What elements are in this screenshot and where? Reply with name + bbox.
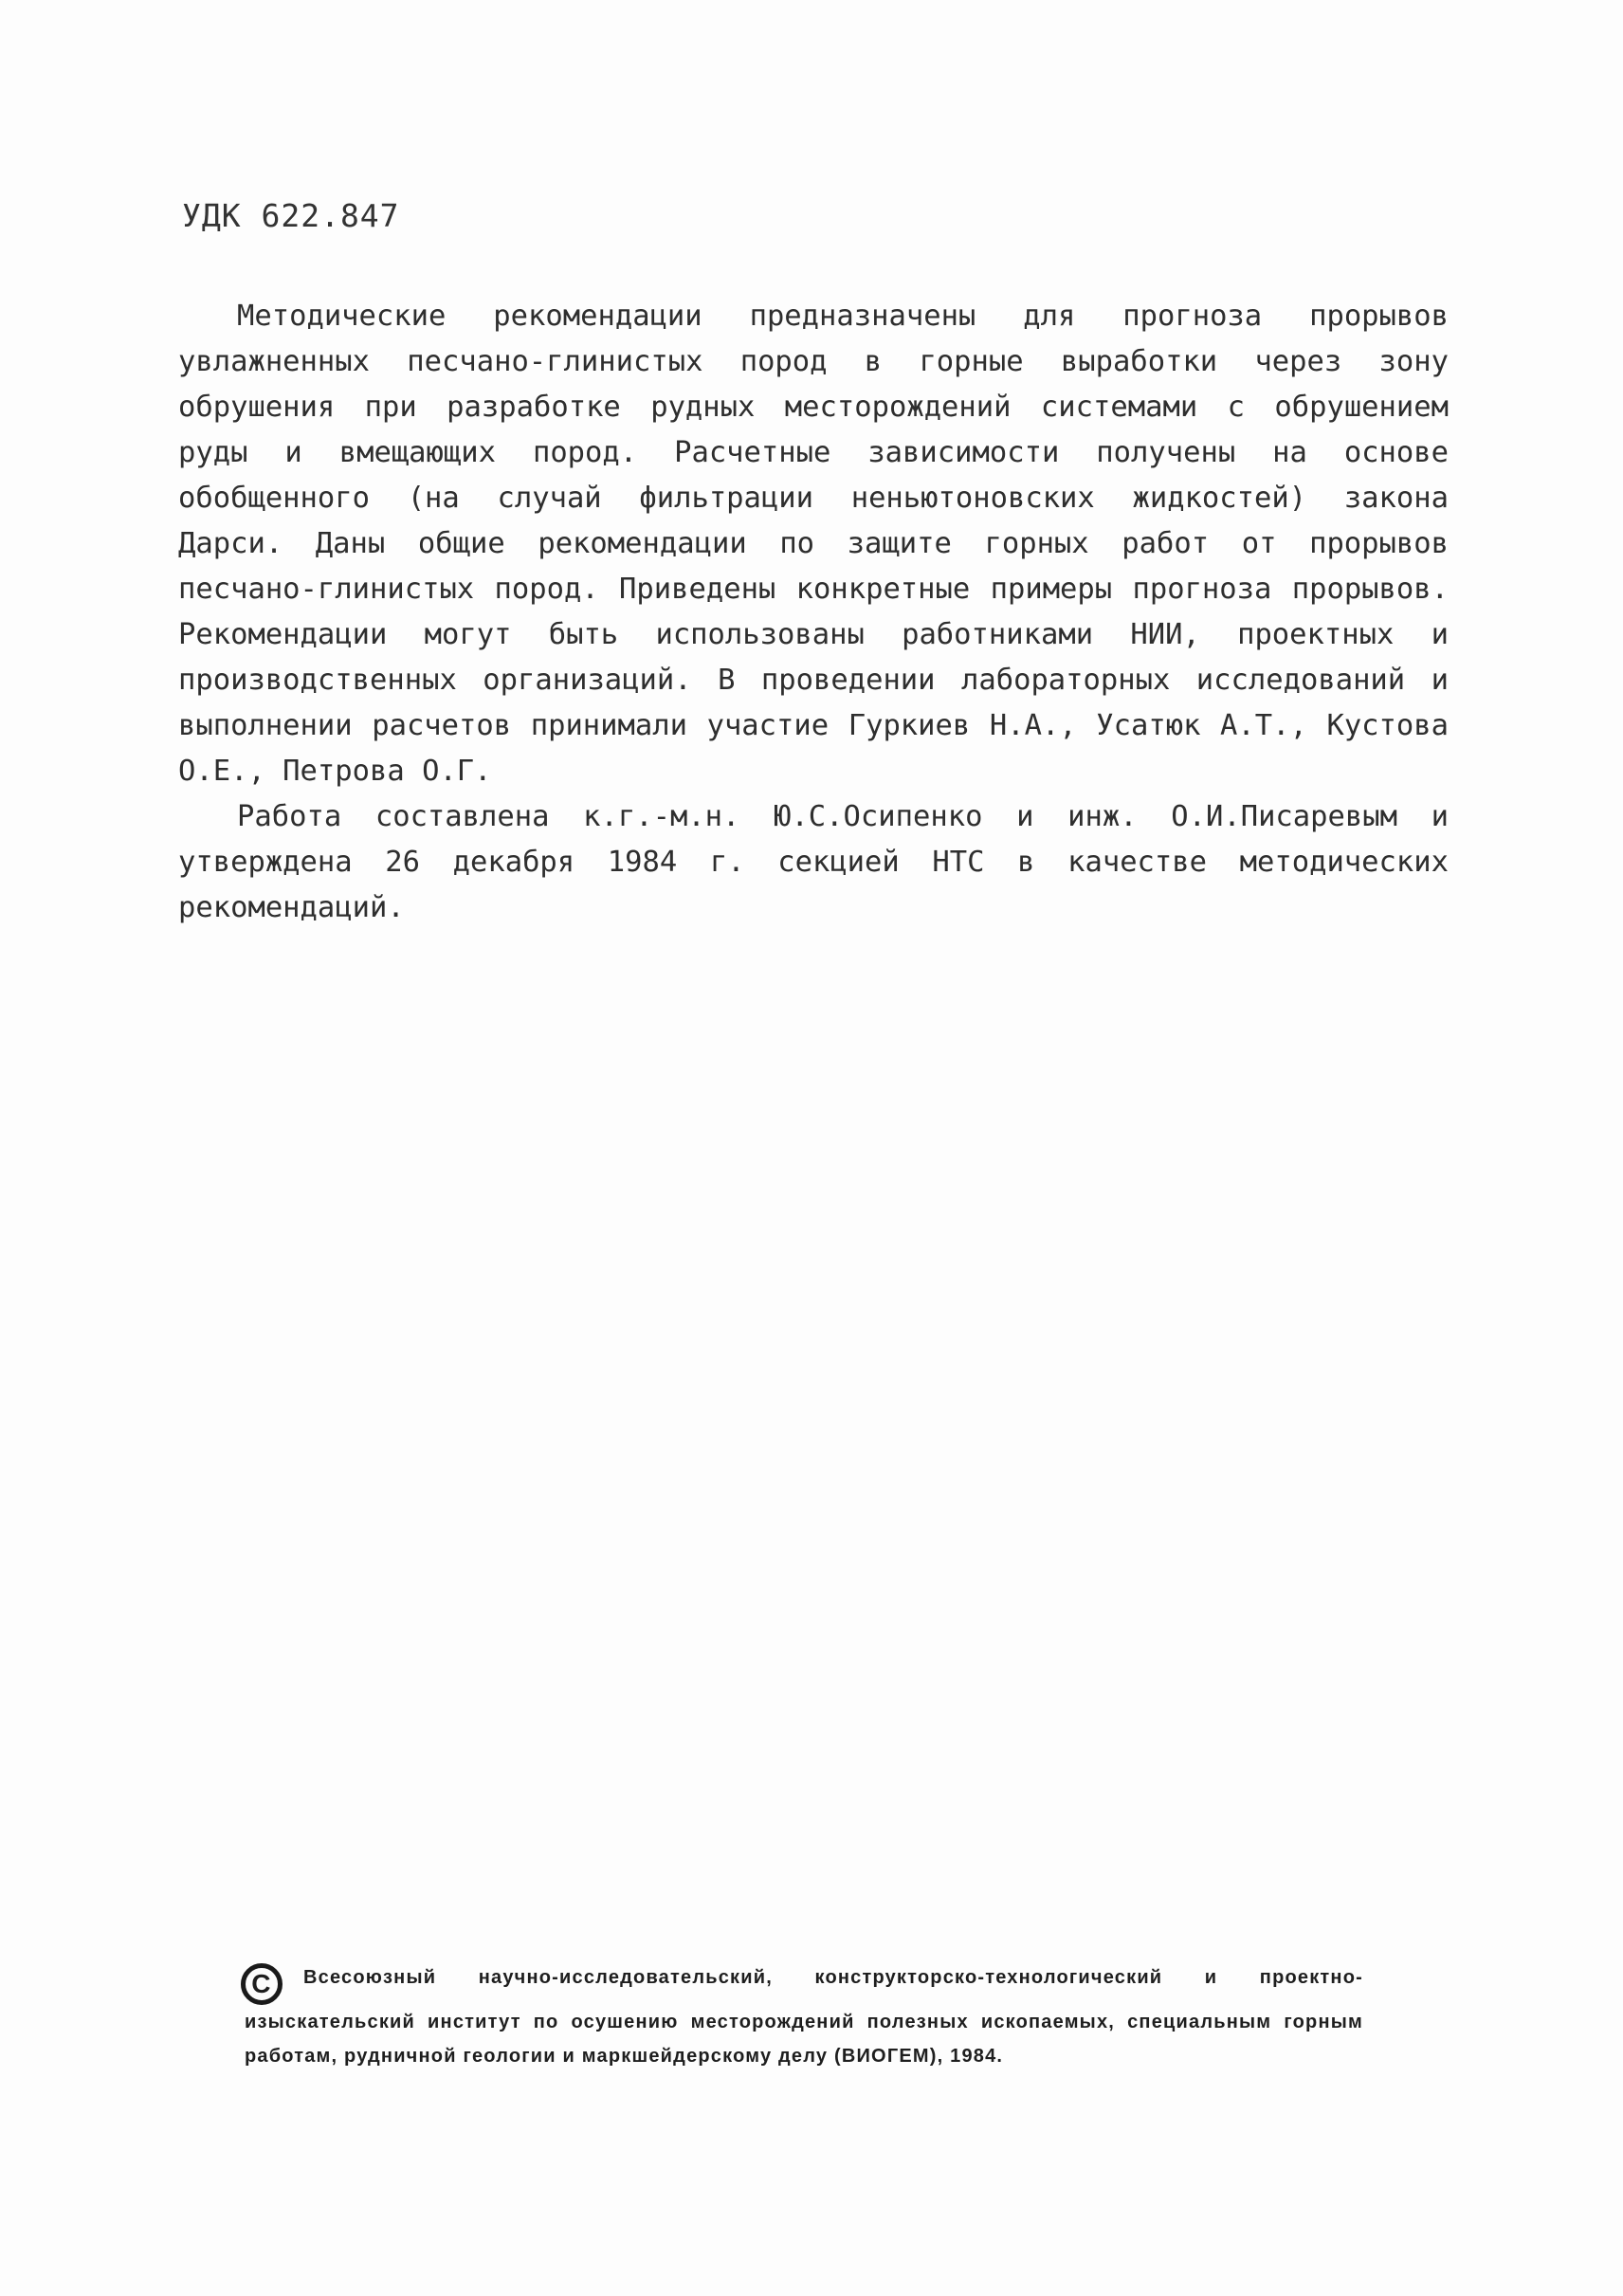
copyright-text: Всесоюзный научно-исследовательский, конструкторско-технологический и проектно-изыскательский институт по осушению месторождений полезных ископаемых, специальным горным работам, рудничной геологии и маркшейдерскому делу (ВИОГЕМ), 1984.: [245, 1967, 1363, 2067]
udc-code: УДК 622.847: [182, 197, 400, 234]
paragraph-description: Методические рекомендации предназначены для прогноза прорывов увлажненных песчано-глинистых пород в горные выработки через зону обрушения при разработке рудных месторождений системами с обрушением руды и вмещающих пород. Расчетные зависимости получены на основе обобщенного (на случай фильтрации неньютоновских жидкостей) закона Дарси. Даны общие рекомендации по защите горных работ от прорывов песчано-глинистых пород. Приведены конкретные примеры прогноза прорывов. Рекомендации могут быть использованы работниками НИИ, проектных и производственных организаций. В проведении лабораторных исследований и выполнении расчетов принимали участие Гуркиев Н.А., Усатюк А.Т., Кустова О.Е., Петрова О.Г.: [178, 300, 1449, 788]
copyright-notice: [245, 1960, 1363, 2073]
copyright-icon: C: [241, 1963, 283, 2005]
abstract-text: [178, 294, 1449, 931]
paragraph-authors: Работа составлена к.г.-м.н. Ю.С.Осипенко и инж. О.И.Писаревым и утверждена 26 декабря 1984 г. секцией НТС в качестве методических рекомендаций.: [178, 800, 1449, 924]
